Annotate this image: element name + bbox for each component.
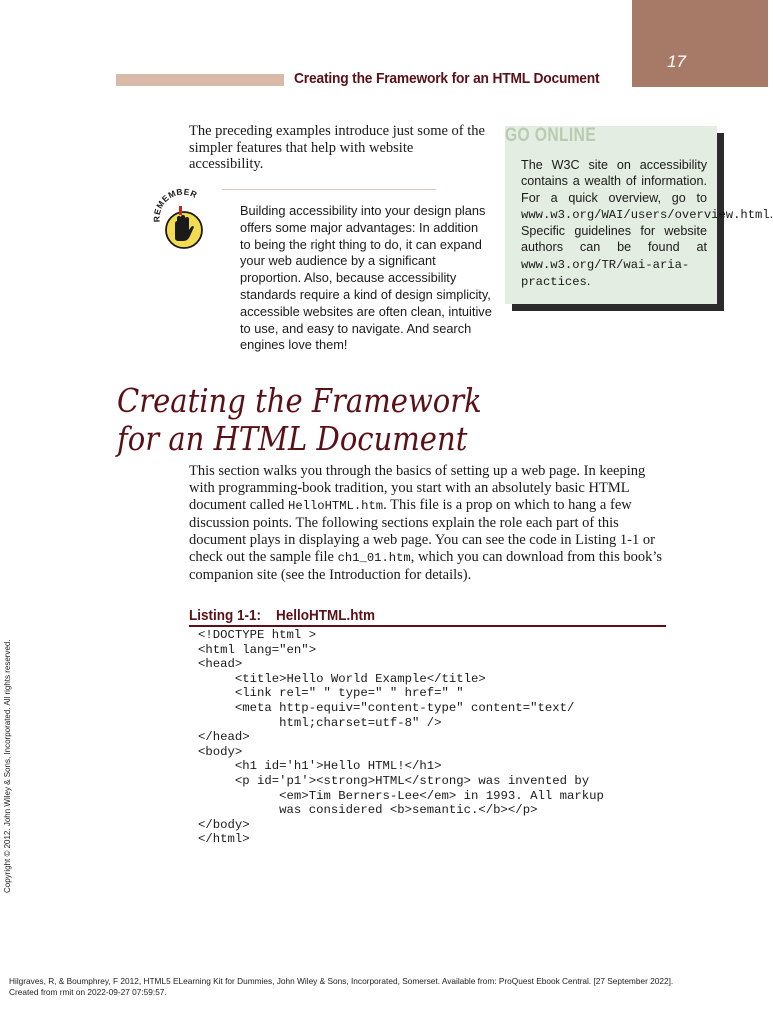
svg-text:REMEMBER: REMEMBER xyxy=(151,186,199,223)
running-head-bar xyxy=(116,74,284,86)
section-title: Creating the Framework for an HTML Document xyxy=(117,381,482,458)
w3c-aria-link[interactable]: www.w3.org/TR/wai-aria-practices xyxy=(521,257,690,290)
section-paragraph: This section walks you through the basics of setting up a web page. In keeping with programming-book tradition, you start with an absolutely basic HTML document called HelloHTML.htm. This file is a prop on which to hang a few discussion points. The following sections explain the role each part of this document plays in displaying a web page. You can see the code in Listing 1-1 or check out the sample file ch1_01.htm, which you can download from this book’s companion site (see the Introduction for details). xyxy=(189,463,663,583)
intro-paragraph: The preceding examples introduce just some of the simpler features that help with website accessibility. xyxy=(189,123,485,172)
remember-paragraph: Building accessibility into your design plans offers some major advantages: In addition to being the right thing to do, it can expand your web audience by a significant proportion. Also, because accessibility standards require a kind of design simplicity, accessible websites are often clean, intuitive to use, and easy to navigate. And search engines love them! xyxy=(240,203,492,353)
go-online-title: GO ONLINE xyxy=(505,125,597,146)
listing-divider xyxy=(189,625,666,627)
copyright-notice: Copyright © 2012. John Wiley & Sons, Incorporated. All rights reserved. xyxy=(3,639,12,893)
page-number-tab xyxy=(632,0,768,87)
listing-title: Listing 1-1: HelloHTML.htm xyxy=(189,607,376,624)
remember-icon xyxy=(150,186,216,256)
remember-divider xyxy=(222,189,436,190)
go-online-text: The W3C site on accessibility contains a wealth of information. For a quick overview, go to www.w3.org/WAI/users/overview.html. Specific guidelines for website authors can be found at www.w3.org/TR/wai-aria-practices. xyxy=(521,158,773,290)
w3c-overview-link[interactable]: www.w3.org/WAI/users/overview.html xyxy=(521,207,770,222)
page-number: 17 xyxy=(667,52,686,71)
filename-hellohtml: HelloHTML.htm xyxy=(288,499,384,513)
code-listing: <!DOCTYPE html > <html lang="en"> <head> <title>Hello World Example</title> <link rel=" " type=" " href=" " <meta http-equiv="content-type" content="text/ html;charset=utf-8" /> </head> <body> <h1 id='h1'>Hello HTML!</h1> <p id='p1'><strong>HTML</strong> was invented by <em>Tim Berners-Lee</em> in 1993. All markup was considered <b>semantic.</b></p> </body> </html> xyxy=(198,628,604,847)
citation-footer: Hilgraves, R, & Boumphrey, F 2012, HTML5 ELearning Kit for Dummies, John Wiley & Sons, Incorporated, Somerset. Available from: ProQuest Ebook Central. [27 September 2022]. Created from rmit on 2022-09-27 07:59:57. xyxy=(9,976,674,997)
filename-ch1-01: ch1_01.htm xyxy=(337,551,411,565)
running-head: Creating the Framework for an HTML Document xyxy=(294,70,600,87)
